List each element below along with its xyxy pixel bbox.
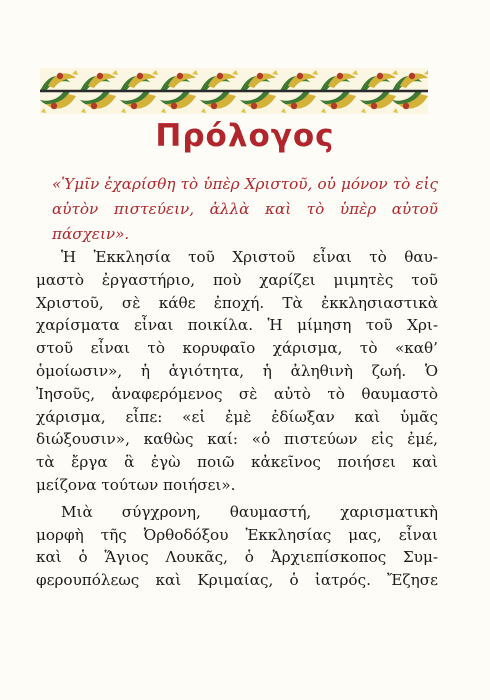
text-line: τὰ ἔργα ἃ ἐγὼ ποιῶ κἀκεῖνος ποιήσει καὶ	[36, 453, 438, 472]
epigraph-quote	[52, 172, 438, 247]
paragraph	[36, 501, 438, 592]
text-line: Μιὰ σύγχρονη, θαυμαστή, χαρισματικὴ	[61, 502, 438, 521]
body-text	[36, 246, 438, 592]
text-line: στοῦ εἶναι τὸ κορυφαῖο χάρισμα, τὸ «καθ’	[36, 339, 438, 358]
epigraph-line: «Ὑμῖν ἐχαρίσθη τὸ ὑπὲρ Χριστοῦ, οὐ μόνον τὸ εἰς	[52, 175, 438, 193]
text-line: χάρισμα, εἶπε: «εἰ ἐμὲ ἐδίωξαν καὶ ὑμᾶς	[36, 407, 438, 426]
text-line: Χριστοῦ, σὲ κάθε ἐποχή. Τὰ ἐκκλησιαστικὰ	[36, 293, 438, 312]
text-line: μείζονα τούτων ποιήσει».	[36, 475, 236, 494]
text-line: ὁμοίωσιν», ἡ ἁγιότητα, ἡ ἀληθινὴ ζωή. Ὁ	[36, 361, 438, 380]
text-line: Ἡ Ἐκκλησία τοῦ Χριστοῦ εἶναι τὸ θαυ-	[61, 248, 438, 266]
text-line: μορφὴ τῆς Ὀρθοδόξου Ἐκκλησίας μας, εἶναι	[36, 525, 438, 544]
page-title: Πρόλογος	[155, 118, 335, 154]
text-line: Ἰησοῦς, ἀναφερόμενος σὲ αὐτὸ τὸ θαυμαστὸ	[36, 384, 438, 403]
text-line: μαστὸ ἐργαστήριο, ποὺ χαρίζει μιμητὲς τοῦ	[36, 270, 438, 289]
text-line: φερουπόλεως καὶ Κριμαίας, ὁ ἰατρός. Ἔζησε	[36, 571, 438, 590]
text-line: χαρίσματα εἶναι ποικίλα. Ἡ μίμηση τοῦ Χρι-	[36, 316, 438, 335]
text-line: διώξουσιν», καθὼς καί: «ὁ πιστεύων εἰς ἐμέ,	[36, 430, 438, 449]
text-line: καὶ ὁ Ἅγιος Λουκᾶς, ὁ Ἀρχιεπίσκοπος Συμ-	[36, 548, 438, 567]
floral-band-ornament-icon	[40, 68, 428, 114]
epigraph-line: αὐτὸν πιστεύειν, ἀλλὰ καὶ τὸ ὑπὲρ αὐτοῦ πάσχειν».	[52, 200, 438, 243]
paragraph	[36, 246, 438, 497]
